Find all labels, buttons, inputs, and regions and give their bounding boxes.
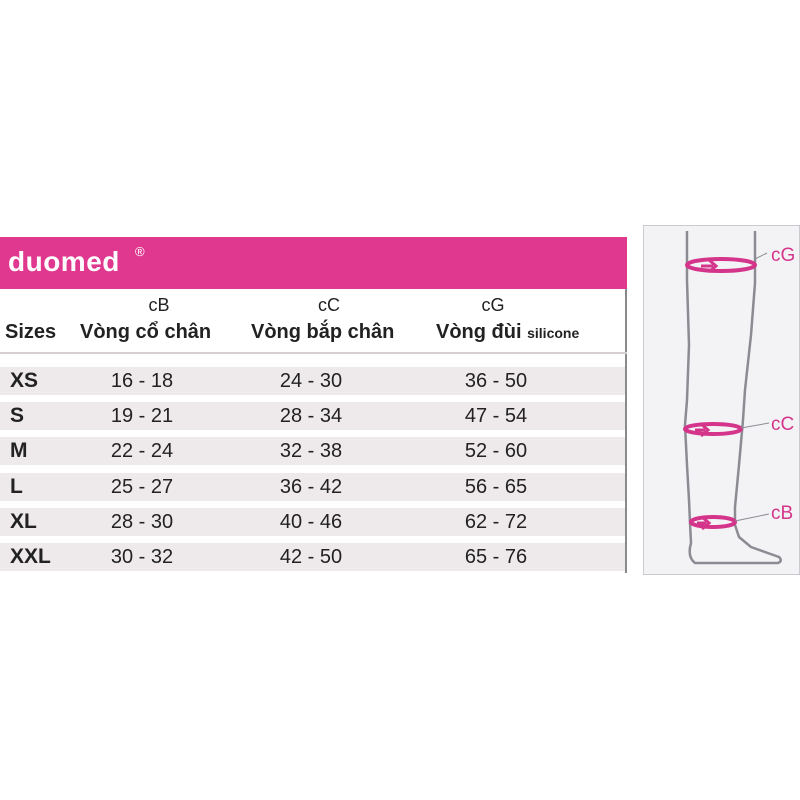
table-row [0,437,625,465]
size-cell: S [10,404,25,427]
value-cell-cg: 62 - 72 [464,511,528,533]
table-row [0,543,625,571]
value-cell-cc: 42 - 50 [279,546,343,568]
value-cell-cg: 56 - 65 [464,476,528,498]
value-cell-cb: 28 - 30 [110,511,174,533]
registered-mark: ® [135,244,145,259]
leg-diagram [643,225,800,575]
column-name-cg-suffix: silicone [527,325,580,341]
table-row [0,402,625,430]
table-row [0,508,625,536]
value-cell-cg: 52 - 60 [464,440,528,462]
size-cell: XS [10,369,39,392]
header-divider [0,352,627,354]
leg-measurement-illustration-icon [643,225,800,575]
table-row [0,473,625,501]
column-name-cb: Vòng cổ chân [80,321,212,343]
value-cell-cb: 16 - 18 [110,370,174,392]
column-code-cg: cG [481,295,505,315]
size-cell: XL [10,510,37,533]
size-cell: XXL [10,545,51,568]
value-cell-cc: 40 - 46 [279,511,343,533]
value-cell-cc: 36 - 42 [279,476,343,498]
label-cc: cC [771,414,795,435]
column-name-cg-text: Vòng đùi [436,321,522,343]
value-cell-cb: 30 - 32 [110,546,174,568]
value-cell-cg: 65 - 76 [464,546,528,568]
value-cell-cb: 19 - 21 [110,405,174,427]
value-cell-cg: 36 - 50 [464,370,528,392]
label-cg: cG [771,245,796,266]
column-name-cc: Vòng bắp chân [251,321,395,343]
value-cell-cb: 22 - 24 [110,440,174,462]
column-code-cc: cC [318,295,340,315]
value-cell-cc: 24 - 30 [279,370,343,392]
table-right-border [625,289,627,573]
sizes-header: Sizes [5,321,57,343]
value-cell-cc: 28 - 34 [279,405,343,427]
value-cell-cc: 32 - 38 [279,440,343,462]
column-code-cb: cB [148,295,170,315]
brand-name: duomed [8,246,120,277]
size-cell: L [10,475,23,498]
label-cb: cB [771,503,794,524]
size-cell: M [10,439,28,462]
table-row [0,367,625,395]
value-cell-cg: 47 - 54 [464,405,528,427]
value-cell-cb: 25 - 27 [110,476,174,498]
column-name-cg [436,321,579,344]
size-chart-table [0,237,627,573]
brand-header-bar [0,237,627,289]
